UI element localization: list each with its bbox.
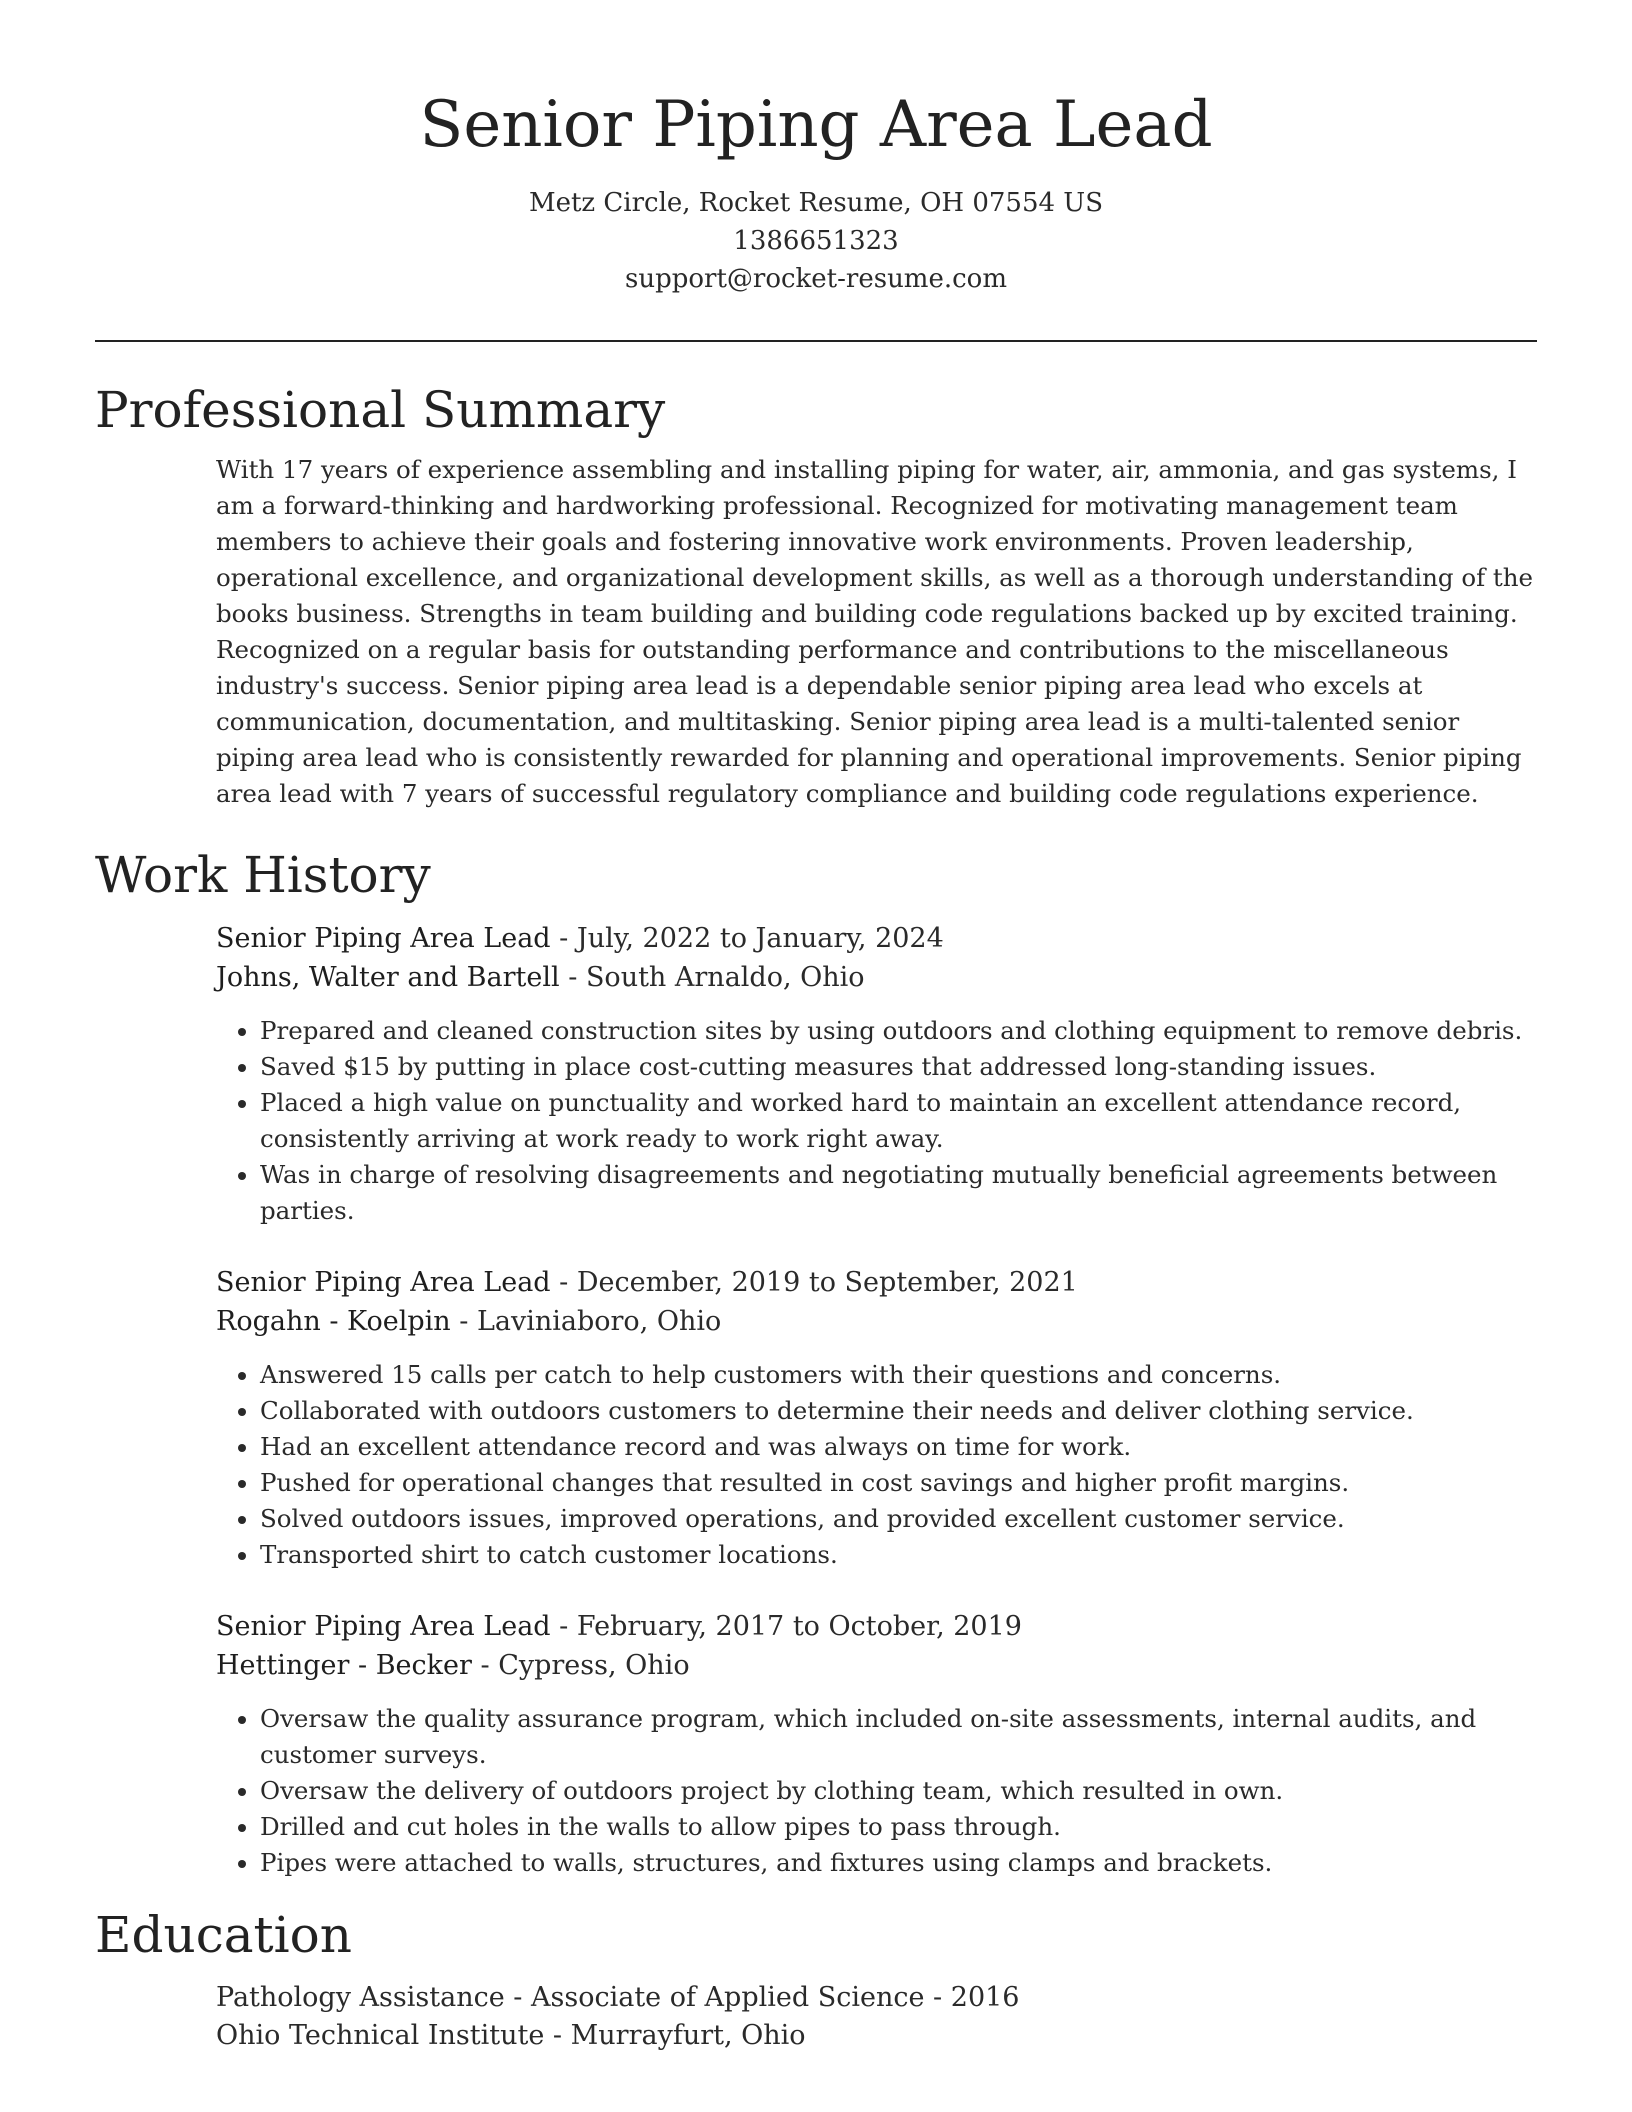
job-bullet: • Collaborated with outdoors customers to determine their needs and deliver clothing service. [260, 1393, 1537, 1429]
job-bullet: • Answered 15 calls per catch to help customers with their questions and concerns. [260, 1357, 1537, 1393]
job-title-line: Senior Piping Area Lead - December, 2019 to September, 2021 [216, 1267, 1078, 1298]
education-body [216, 1979, 1537, 2055]
job-bullet: • Pipes were attached to walls, structures, and fixtures using clamps and brackets. [260, 1845, 1537, 1881]
job-bullet: • Prepared and cleaned construction sites by using outdoors and clothing equipment to remove debris. [260, 1013, 1537, 1049]
education-location: Murrayfurt, Ohio [570, 2020, 806, 2051]
header-divider [95, 340, 1537, 342]
job-entry [216, 919, 1537, 1229]
job-bullets [216, 1013, 1537, 1229]
resume-header [0, 0, 1632, 298]
job-company-line: Hettinger - Becker - Cypress, Ohio [216, 1650, 690, 1681]
work-history-section [95, 845, 1537, 1881]
job-location: Cypress, Ohio [498, 1650, 690, 1681]
job-title-line: Senior Piping Area Lead - February, 2017 to October, 2019 [216, 1611, 1022, 1642]
work-history-heading: Work History [95, 846, 431, 904]
job-dates: December, 2019 to September, 2021 [576, 1267, 1078, 1298]
education-year: 2016 [950, 1982, 1020, 2013]
summary-heading: Professional Summary [95, 381, 666, 439]
job-bullet: • Was in charge of resolving disagreements and negotiating mutually beneficial agreements between parties. [260, 1157, 1537, 1229]
job-bullet: • Pushed for operational changes that resulted in cost savings and higher profit margins. [260, 1465, 1537, 1501]
job-bullet: • Saved $15 by putting in place cost-cutting measures that addressed long-standing issues. [260, 1049, 1537, 1085]
contact-phone: 1386651323 [733, 226, 899, 256]
job-bullet: • Oversaw the quality assurance program, which included on-site assessments, internal audits, and customer surveys. [260, 1701, 1537, 1773]
job-role: Senior Piping Area Lead [216, 1611, 551, 1642]
summary-text: With 17 years of experience assembling and installing piping for water, air, ammonia, and gas systems, I am a forward-thinking and hardworking professional. Recognized for motivating management team members to achieve their goals and fostering innovative work environments. Proven leadership, operational excellence, and organizational development skills, as well as a thorough understanding of the books business. Strengths in team building and building code regulations backed up by excited training. Recognized on a regular basis for outstanding performance and contributions to the miscellaneous industry's success. Senior piping area lead is a dependable senior piping area lead who excels at communication, documentation, and multitasking. Senior piping area lead is a multi-talented senior piping area lead who is consistently rewarded for planning and operational improvements. Senior piping area lead with 7 years of successful regulatory compliance and building code regulations experience. [216, 455, 1534, 808]
job-bullets [216, 1357, 1537, 1573]
contact-address: Metz Circle, Rocket Resume, OH 07554 US [528, 188, 1104, 218]
summary-body [216, 452, 1537, 812]
education-heading: Education [95, 1906, 352, 1964]
job-bullet: • Placed a high value on punctuality and worked hard to maintain an excellent attendance record, consistently arriving at work ready to work right away. [260, 1085, 1537, 1157]
job-entry [216, 1263, 1537, 1573]
job-company: Rogahn - Koelpin [216, 1306, 451, 1337]
job-dates: July, 2022 to January, 2024 [576, 923, 944, 954]
education-school-line: Ohio Technical Institute - Murrayfurt, Ohio [216, 2020, 806, 2051]
job-company-line: Johns, Walter and Bartell - South Arnaldo, Ohio [216, 962, 865, 993]
job-list [216, 919, 1537, 1881]
job-company-line: Rogahn - Koelpin - Laviniaboro, Ohio [216, 1306, 722, 1337]
job-bullet: • Transported shirt to catch customer locations. [260, 1537, 1537, 1573]
candidate-name: Senior Piping Area Lead [419, 88, 1213, 162]
contact-email: support@rocket-resume.com [624, 264, 1007, 294]
job-role: Senior Piping Area Lead [216, 923, 551, 954]
job-location: South Arnaldo, Ohio [585, 962, 865, 993]
job-role: Senior Piping Area Lead [216, 1267, 551, 1298]
education-degree: Associate of Applied Science [531, 1982, 925, 2013]
job-bullet: • Solved outdoors issues, improved operations, and provided excellent customer service. [260, 1501, 1537, 1537]
education-field: Pathology Assistance [216, 1982, 505, 2013]
job-company: Johns, Walter and Bartell [216, 962, 560, 993]
job-bullet: • Oversaw the delivery of outdoors project by clothing team, which resulted in own. [260, 1773, 1537, 1809]
job-bullet: • Drilled and cut holes in the walls to allow pipes to pass through. [260, 1809, 1537, 1845]
job-bullets [216, 1701, 1537, 1881]
job-location: Laviniaboro, Ohio [476, 1306, 722, 1337]
job-company: Hettinger - Becker [216, 1650, 472, 1681]
job-title-line: Senior Piping Area Lead - July, 2022 to January, 2024 [216, 923, 944, 954]
education-section [95, 1905, 1537, 2055]
job-dates: February, 2017 to October, 2019 [576, 1611, 1022, 1642]
summary-section [95, 380, 1537, 812]
job-bullet: • Had an excellent attendance record and was always on time for work. [260, 1429, 1537, 1465]
education-degree-line: Pathology Assistance - Associate of Applied Science - 2016 [216, 1982, 1020, 2013]
job-entry [216, 1607, 1537, 1881]
education-school: Ohio Technical Institute [216, 2020, 545, 2051]
